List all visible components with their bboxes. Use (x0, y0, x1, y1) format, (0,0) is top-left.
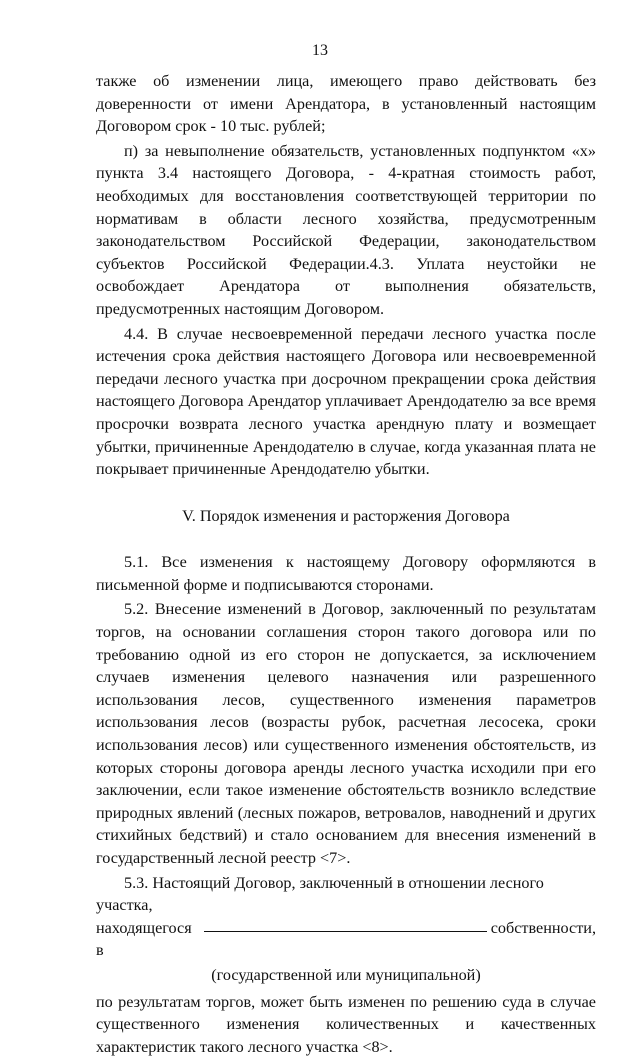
ownership-blank-field[interactable] (204, 917, 486, 932)
paragraph-item-p: п) за невыполнение обязательств, установленных подпунктом «х» пункта 3.4 настоящего Договора, - 4-кратная стоимость работ, необходимых для восстановления соответствующей территории по нормативам в области лесного хозяйства, предусмотренным законодательством Российской Федерации, законодательством субъектов Российской Федерации.4.3. Уплата неустойки не освобождает Арендатора от выполнения обязательств, предусмотренных настоящим Договором. (96, 141, 596, 318)
ownership-suffix: собственности, (490, 918, 596, 937)
ownership-prefix: находящегося в (96, 918, 192, 960)
page-number: 13 (312, 42, 328, 59)
section-heading: V. Порядок изменения и расторжения Договора (182, 506, 510, 525)
paragraph-5-3 (96, 872, 596, 1058)
paragraph-5-1: 5.1. Все изменения к настоящему Договору оформляются в письменной форме и подписываются сторонами. (96, 553, 596, 594)
ownership-caption: (государственной или муниципальной) (211, 965, 481, 984)
paragraph-5-3-line1: 5.3. Настоящий Договор, заключенный в отношении лесного участка, (96, 873, 544, 915)
paragraph-4-4: 4.4. В случае несвоевременной передачи лесного участка после истечения срока действия настоящего Договора или несвоевременной передачи лесного участка при досрочном прекращении срока действия настоящего Договора Арендатор уплачивает Арендодателю за все время просрочки возврата лесного участка арендную плату и возмещает убытки, причиненные Арендодателю в случае, когда указанная плата не покрывает причиненные Арендодателю убытки. (96, 324, 596, 479)
paragraph-5-3-line2 (96, 917, 596, 962)
paragraph-5-3-rest: по результатам торгов, может быть изменен по решению суда в случае существенного изменения количественных и качественных характеристик такого лесного участка <8>. (96, 992, 596, 1056)
paragraph-continuation: также об изменении лица, имеющего право действовать без доверенности от имени Арендатора, в установленный настоящим Договором срок - 10 тыс. рублей; (96, 72, 596, 136)
paragraph-5-2: 5.2. Внесение изменений в Договор, заключенный по результатам торгов, на основании соглашения сторон такого договора или по требованию одной из его сторон не допускается, за исключением случаев изменения целевого назначения или разрешенного использования лесов, существенного изменения параметров использования лесов (возрасты рубок, расчетная лесосека, сроки использования лесов) или существенного изменения обстоятельств, из которых стороны договора аренды лесного участка исходили при его заключении, если такое изменение обстоятельств возникло вследствие природных явлений (лесных пожаров, ветровалов, наводнений и других стихийных бедствий) и стало основанием для внесения изменений в государственный лесной реестр <7>. (96, 600, 596, 867)
document-body (96, 70, 596, 1058)
